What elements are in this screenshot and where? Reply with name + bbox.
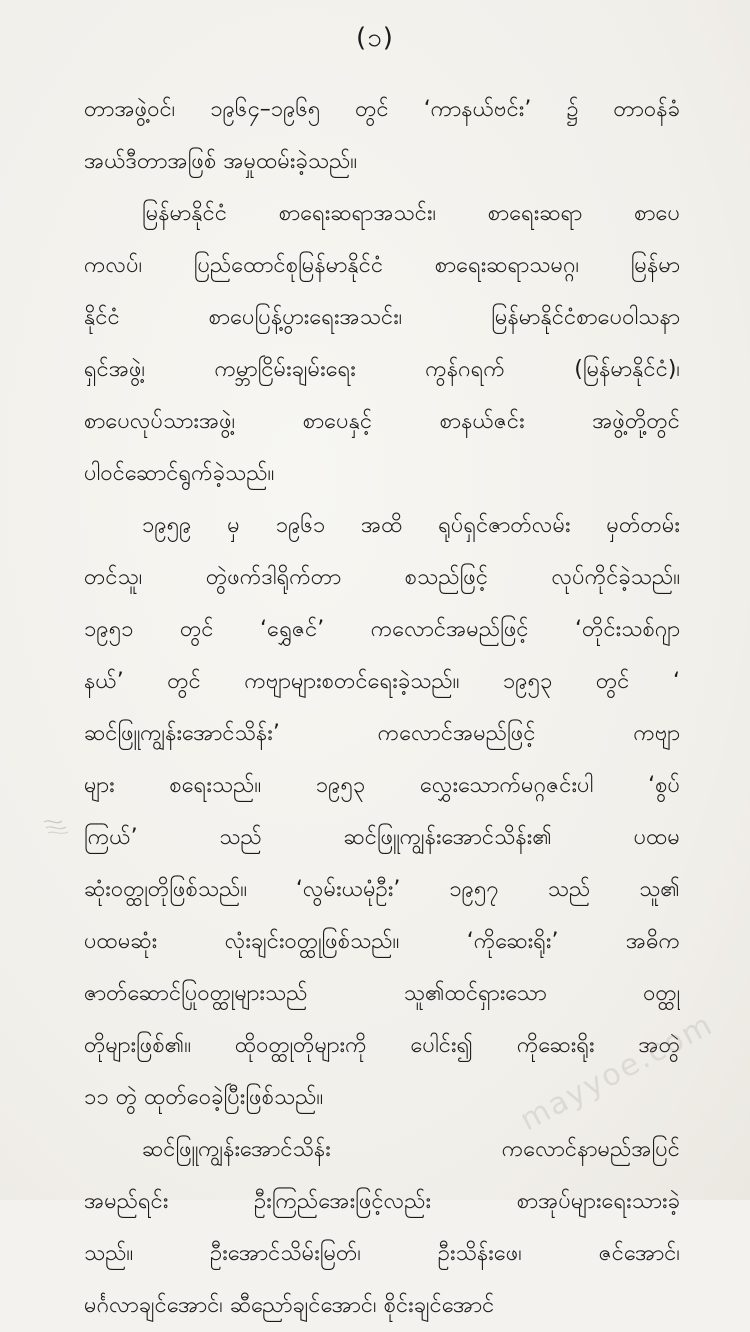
- text-line: စာပေလုပ်သားအဖွဲ့၊ စာပေနှင့် စာနယ်ဇင်း အဖွဲ့တို့တွင်: [84, 409, 680, 434]
- text-line: နယ်’ တွင် ကဗျာများစတင်ရေးခဲ့သည်။ ၁၉၅၃ တွင် ‘: [84, 669, 680, 694]
- text-line: နိုင်ငံ စာပေပြန့်ပွားရေးအသင်း၊ မြန်မာနိုင်ငံစာပေဝါသနာ: [84, 305, 680, 330]
- text-line: တိုများဖြစ်၏။ ထိုဝတ္ထုတိုများကို ပေါင်း၍ ကိုဆေးရိုး အတွဲ: [84, 1033, 680, 1058]
- text-line: မင်္ဂလာချင်အောင်၊ ဆီညော်ချင်အောင်၊ စိုင်းချင်အောင်: [84, 1293, 495, 1318]
- text-line: ကြယ်’ သည် ဆင်ဖြူကျွန်းအောင်သိန်း၏ ပထမ: [84, 825, 680, 850]
- text-line: ၁၉၅၉ မှ ၁၉၆၁ အထိ ရုပ်ရှင်ဇာတ်လမ်း မှတ်တမ်း: [142, 513, 680, 538]
- text-line: ပထမဆုံး လုံးချင်းဝတ္ထုဖြစ်သည်။ ‘ကိုဆေးရိုး’ အဓိက: [84, 929, 680, 954]
- text-line: အမည်ရင်း ဦးကြည်အေးဖြင့်လည်း စာအုပ်များရေးသားခဲ့: [84, 1189, 680, 1214]
- text-line: များ စရေးသည်။ ၁၉၅၃ လွှေးသောက်မဂ္ဂဇင်းပါ ‘စွပ်: [84, 773, 680, 798]
- text-line: ရှင်အဖွဲ့၊ ကမ္ဘာငြိမ်းချမ်းရေး ကွန်ဂရက် (မြန်မာနိုင်ငံ)၊: [84, 357, 680, 382]
- text-line: ဆင်ဖြူကျွန်းအောင်သိန်း’ ကလောင်အမည်ဖြင့် ကဗျာ: [84, 721, 680, 746]
- text-line: ပါဝင်ဆောင်ရွက်ခဲ့သည်။: [84, 461, 275, 486]
- text-line: ၁၁ တွဲ ထုတ်ဝေခဲ့ပြီးဖြစ်သည်။: [84, 1085, 324, 1110]
- text-line: သည်။ ဦးအောင်သိမ်းမြတ်၊ ဦးသိန်းဖေ၊ ဇင်အောင်၊: [84, 1241, 680, 1266]
- text-line: ၁၉၅၁ တွင် ‘ရွှေဇင်’ ကလောင်အမည်ဖြင့် ‘တိုင်းသစ်ဂျာ: [84, 617, 680, 642]
- text-line: ကလပ်၊ ပြည်ထောင်စုမြန်မာနိုင်ငံ စာရေးဆရာသမဂ္ဂ၊ မြန်မာ: [84, 253, 680, 278]
- body-text: [84, 84, 680, 1332]
- text-line: မြန်မာနိုင်ငံ စာရေးဆရာအသင်း၊ စာရေးဆရာ စာပေ: [142, 201, 680, 226]
- text-line: ဆုံးဝတ္ထုတိုဖြစ်သည်။ ‘လွမ်းယမုံဦး’ ၁၉၅၇ သည် သူ၏: [84, 877, 680, 902]
- text-line: ဆင်ဖြူကျွန်းအောင်သိန်း ကလောင်နာမည်အပြင်: [142, 1137, 680, 1162]
- page-number: (၁): [356, 23, 394, 53]
- text-line: အယ်ဒီတာအဖြစ် အမှုထမ်းခဲ့သည်။: [84, 149, 358, 174]
- watermark: mayyoe.com: [514, 1006, 720, 1139]
- text-line: တာအဖွဲ့ဝင်၊ ၁၉၆၄–၁၉၆၅ တွင် ‘ကာနယ်ဗင်း’ ၌ တာဝန်ခံ: [84, 97, 680, 122]
- text-line: တင်သူ၊ တွဲဖက်ဒါရိုက်တာ စသည်ဖြင့် လုပ်ကိုင်ခဲ့သည်။: [84, 565, 680, 590]
- text-line: ဇာတ်ဆောင်ပြုဝတ္ထုများသည် သူ၏ထင်ရှားသော ဝတ္ထု: [84, 981, 680, 1006]
- page-smudge: [42, 812, 72, 838]
